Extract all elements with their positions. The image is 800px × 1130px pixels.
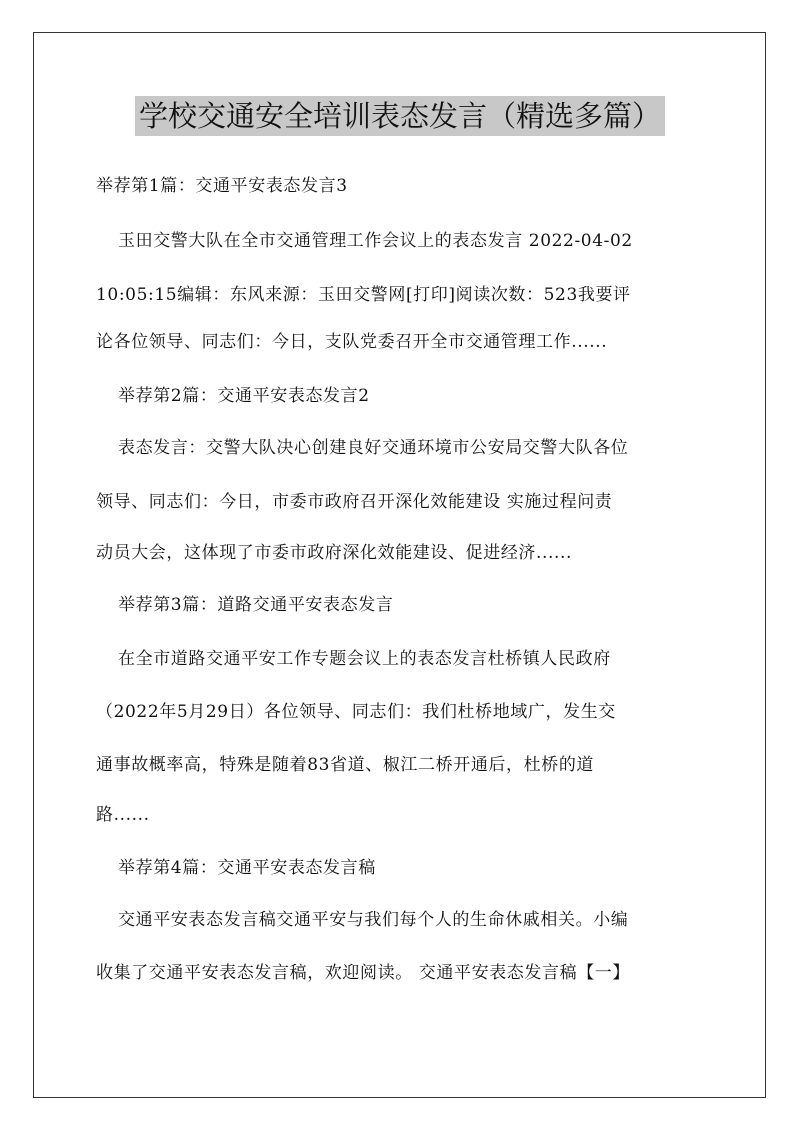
document-title: 学校交通安全培训表态发言（精选多篇） bbox=[135, 96, 665, 136]
section-heading-1: 举荐第1篇：交通平安表态发言3 bbox=[96, 176, 348, 196]
section-heading-2: 举荐第2篇：交通平安表态发言2 bbox=[118, 386, 370, 406]
paragraph-line: 论各位领导、同志们：今日，支队党委召开全市交通管理工作...... bbox=[96, 332, 608, 352]
section-heading-3: 举荐第3篇：道路交通平安表态发言 bbox=[118, 595, 394, 615]
paragraph-line: 通事故概率高，特殊是随着83省道、椒江二桥开通后，杜桥的道 bbox=[96, 755, 595, 775]
paragraph-line: 路...... bbox=[96, 805, 150, 825]
paragraph-line: 10:05:15编辑：东风来源：玉田交警网[打印]阅读次数：523我要评 bbox=[96, 285, 631, 305]
paragraph-line: 表态发言：交警大队决心创建良好交通环境市公安局交警大队各位 bbox=[118, 438, 629, 458]
paragraph-line: 交通平安表态发言稿交通平安与我们每个人的生命休戚相关。小编 bbox=[118, 910, 629, 930]
paragraph-line: （2022年5月29日）各位领导、同志们：我们杜桥地域广，发生交 bbox=[96, 702, 616, 722]
paragraph-line: 领导、同志们：今日，市委市政府召开深化效能建设 实施过程问责 bbox=[96, 492, 613, 512]
paragraph-line: 玉田交警大队在全市交通管理工作会议上的表态发言 2022-04-02 bbox=[118, 231, 633, 251]
title-container bbox=[0, 96, 800, 136]
section-heading-4: 举荐第4篇：交通平安表态发言稿 bbox=[118, 858, 376, 878]
paragraph-line: 收集了交通平安表态发言稿，欢迎阅读。 交通平安表态发言稿【一】 bbox=[96, 963, 631, 983]
paragraph-line: 动员大会，这体现了市委市政府深化效能建设、促进经济...... bbox=[96, 543, 573, 563]
paragraph-line: 在全市道路交通平安工作专题会议上的表态发言杜桥镇人民政府 bbox=[118, 649, 611, 669]
